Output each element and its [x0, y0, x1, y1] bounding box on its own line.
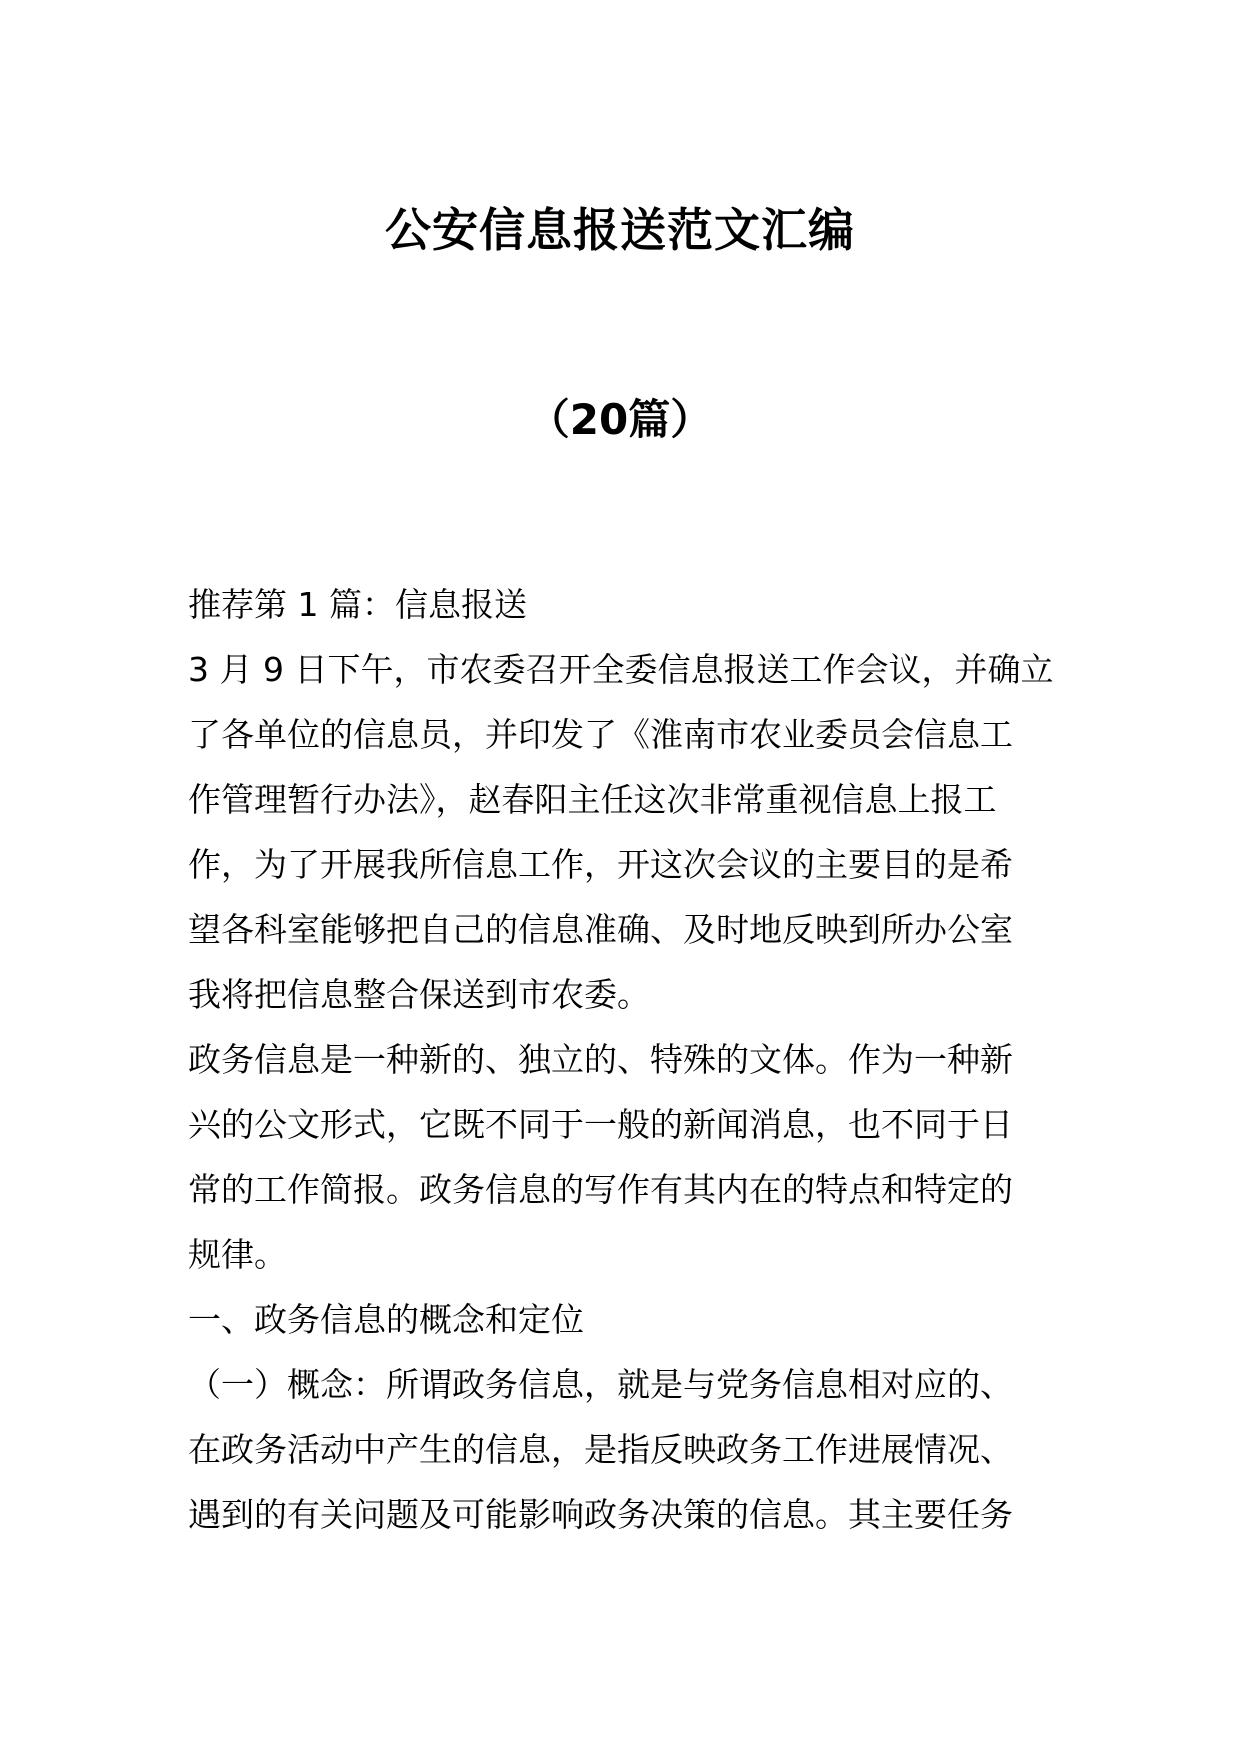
body-line: 兴的公文形式，它既不同于一般的新闻消息，也不同于日: [188, 1105, 1013, 1144]
body-line: 规律。: [188, 1235, 287, 1274]
document-subtitle: （20篇）: [527, 395, 713, 444]
body-line: 3 月 9 日下午，市农委召开全委信息报送工作会议，并确立: [188, 650, 1054, 689]
body-line: 在政务活动中产生的信息，是指反映政务工作进展情况、: [188, 1430, 1013, 1469]
body-line: 遇到的有关问题及可能影响政务决策的信息。其主要任务: [188, 1495, 1013, 1534]
body-line-article-heading: 推荐第 1 篇：信息报送: [188, 585, 527, 624]
body-line: 了各单位的信息员，并印发了《淮南市农业委员会信息工: [188, 715, 1013, 754]
body-line: 我将把信息整合保送到市农委。: [188, 975, 650, 1014]
body-line: 望各科室能够把自己的信息准确、及时地反映到所办公室: [188, 910, 1013, 949]
body-line: （一）概念：所谓政务信息，就是与党务信息相对应的、: [188, 1365, 1013, 1404]
document-title: 公安信息报送范文汇编: [385, 203, 855, 257]
body-line: 常的工作简报。政务信息的写作有其内在的特点和特定的: [188, 1170, 1013, 1209]
body-line: 作，为了开展我所信息工作，开这次会议的主要目的是希: [188, 845, 1013, 884]
body-line: 作管理暂行办法》，赵春阳主任这次非常重视信息上报工: [188, 780, 997, 819]
document-body: [188, 572, 1058, 1547]
section-heading: 一、政务信息的概念和定位: [188, 1300, 584, 1339]
body-line: 政务信息是一种新的、独立的、特殊的文体。作为一种新: [188, 1040, 1013, 1079]
